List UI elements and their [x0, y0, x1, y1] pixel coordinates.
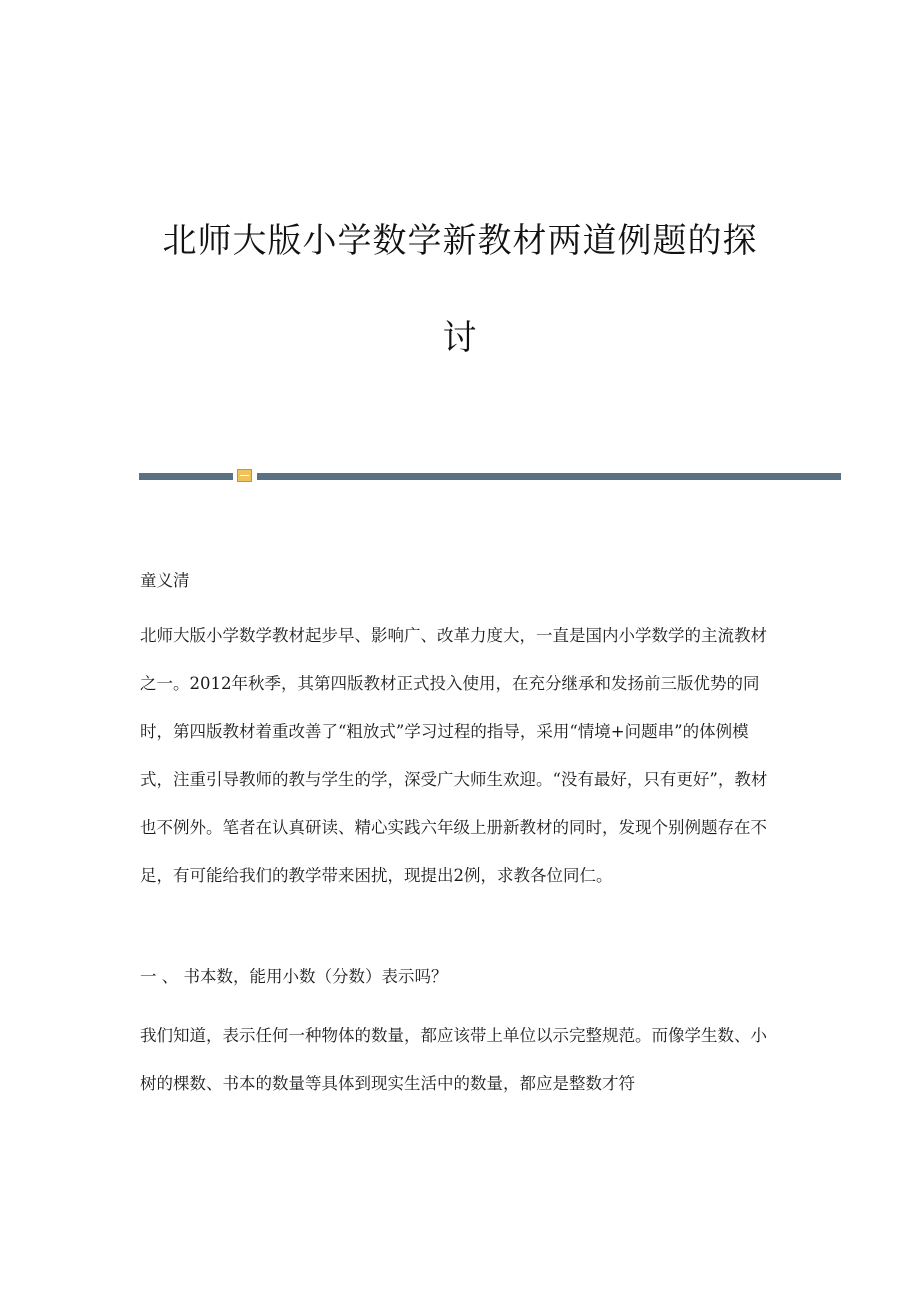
section-heading-1: 一 、 书本数，能用小数（分数）表示吗？ [140, 967, 448, 986]
document-title-line-1: 北师大版小学数学新教材两道例题的探 [162, 221, 758, 261]
divider-bar-right [257, 473, 841, 480]
body-paragraph-2: 我们知道，表示任何一种物体的数量，都应该带上单位以示完整规范。而像学生数、小树的棵数、书本的数量等具体到现实生活中的数量，都应是整数才符 [140, 1026, 767, 1093]
document-title-line-2: 讨 [442, 318, 478, 358]
body-paragraph-1: 北师大版小学数学教材起步早、影响广、改革力度大，一直是国内小学数学的主流教材之一。2012年秋季，其第四版教材正式投入使用，在充分继承和发扬前三版优势的同时，第四版教材着重改善了“粗放式”学习过程的指导，采用“情境+问题串”的体例模式，注重引导教师的教与学生的学，深受广大师生欢迎。“没有最好，只有更好”，教材也不例外。笔者在认真研读、精心实践六年级上册新教材的同时，发现个别例题存在不足，有可能给我们的教学带来困扰，现提出2例，求教各位同仁。 [140, 626, 768, 885]
title-divider [139, 469, 841, 483]
author-name: 童义清 [140, 571, 190, 590]
divider-ornament-icon [237, 469, 252, 482]
divider-bar-left [139, 473, 233, 480]
